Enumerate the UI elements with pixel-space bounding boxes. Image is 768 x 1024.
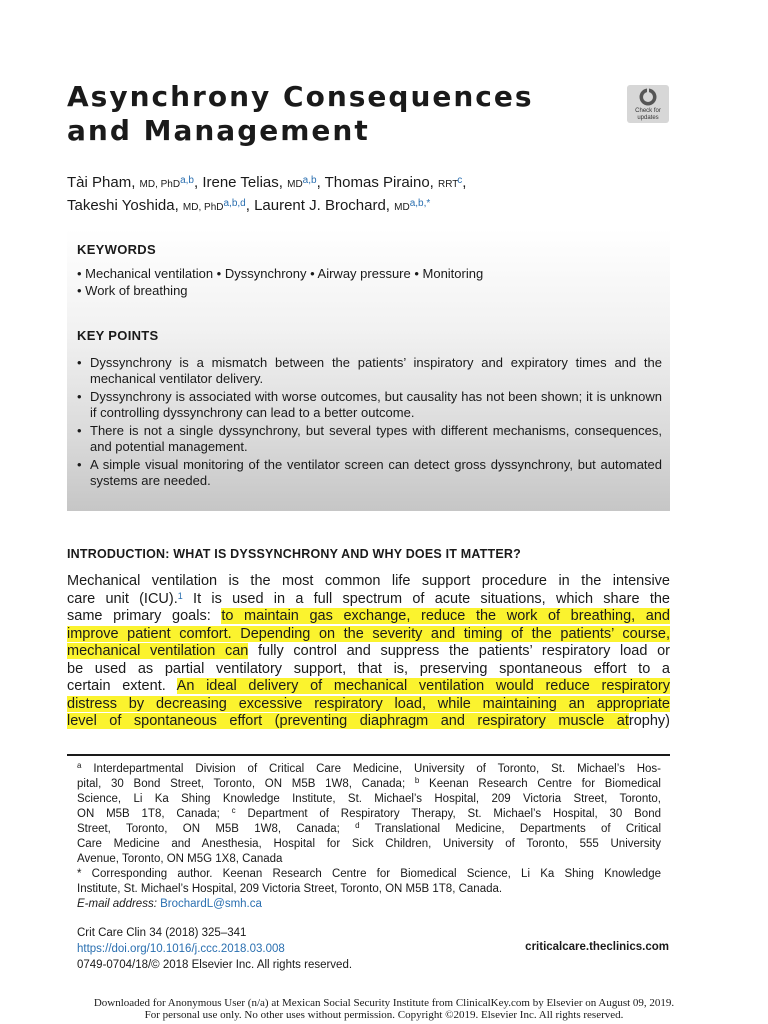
- footnote-text: Interdepartmental Division of Critical Care Medicine, University of Toronto, St. Michael’s Hos-: [81, 763, 661, 775]
- footnote-text: Translational Medicine, Departments of Critical: [359, 823, 661, 835]
- body-line: [67, 573, 670, 591]
- highlighted-text: distress by decreasing excessive respiratory load, while maintaining an appropriate: [67, 695, 670, 712]
- check-for-updates-badge[interactable]: [627, 85, 669, 123]
- author-name: Takeshi Yoshida,: [67, 197, 183, 214]
- body-line: [67, 608, 670, 626]
- key-point-item: • Dyssynchrony is a mismatch between the patients’ inspiratory and expiratory times and the mechanical ventilator delivery.: [77, 355, 662, 386]
- reference-link[interactable]: 1: [177, 590, 183, 601]
- body-text: It is used in a full spectrum of acute situations, which share the: [182, 590, 670, 607]
- affiliation-marker[interactable]: a,b,*: [409, 198, 431, 209]
- highlighted-text: to maintain gas exchange, reduce the work of breathing, and: [221, 608, 670, 624]
- body-line: [67, 643, 670, 661]
- journal-info: [77, 925, 352, 973]
- affiliation-marker: b: [414, 776, 420, 785]
- author-credential: MD, PhD: [139, 179, 181, 190]
- keywords-heading: KEYWORDS: [77, 242, 156, 257]
- footnote-divider: [67, 754, 670, 756]
- key-points-list: [77, 355, 662, 491]
- footnote-line: [77, 837, 661, 852]
- footnote-text: * Corresponding author. Keenan Research Centre for Biomedical Science, Li Ka Shing Knowledge: [77, 868, 661, 880]
- author-name: , Laurent J. Brochard,: [245, 197, 395, 214]
- email-label: E-mail address:: [77, 898, 157, 910]
- article-title: [67, 80, 587, 148]
- author-separator: ,: [462, 174, 467, 191]
- affiliation-marker: c: [231, 806, 236, 815]
- body-text: be used as partial ventilatory support, that is, preserving spontaneous effort to a: [67, 660, 670, 677]
- doi-link[interactable]: https://doi.org/10.1016/j.ccc.2018.03.008: [77, 943, 285, 955]
- affiliation-marker[interactable]: a,b,d: [223, 198, 246, 209]
- article-title-line-1: Asynchrony Consequences: [67, 80, 534, 113]
- author-name: Tài Pham,: [67, 174, 140, 191]
- highlighted-text: improve patient comfort. Depending on the severity and timing of the patients’ course,: [67, 625, 670, 642]
- footnote-text: Avenue, Toronto, ON M5G 1X8, Canada: [77, 853, 283, 865]
- affiliation-marker[interactable]: a,b: [180, 175, 194, 186]
- highlighted-text: mechanical ventilation can: [67, 643, 249, 659]
- author-credential: RRT: [438, 179, 458, 190]
- email-link[interactable]: BrochardL@smh.ca: [160, 898, 262, 910]
- body-text: care unit (ICU).: [67, 590, 178, 607]
- footnote-line: [77, 777, 661, 792]
- author-credential: MD: [287, 179, 303, 190]
- copyright: 0749-0704/18/© 2018 Elsevier Inc. All rights reserved.: [77, 959, 353, 971]
- author-credential: MD, PhD: [182, 202, 224, 213]
- journal-site[interactable]: criticalcare.theclinics.com: [525, 941, 669, 953]
- key-point-item: • Dyssynchrony is associated with worse outcomes, but causality has not been shown; it is unknown if controlling dyssynchrony can lead to a better outcome.: [77, 389, 662, 420]
- footnote-text: Keenan Research Centre for Biomedical: [419, 778, 661, 790]
- download-notice: [0, 997, 768, 1021]
- body-line: [67, 661, 670, 679]
- highlighted-text: An ideal delivery of mechanical ventilation would reduce respiratory: [176, 678, 670, 694]
- section-heading: INTRODUCTION: WHAT IS DYSSYNCHRONY AND WHY DOES IT MATTER?: [67, 547, 521, 561]
- citation: Crit Care Clin 34 (2018) 325–341: [77, 927, 247, 939]
- keywords-line-2: • Work of breathing: [77, 283, 188, 298]
- author-name: , Irene Telias,: [194, 174, 288, 191]
- body-line: [67, 713, 670, 731]
- affiliation-marker[interactable]: a,b: [302, 175, 317, 186]
- body-line: [67, 678, 670, 696]
- footnote-email-line: [77, 897, 661, 912]
- footnote-text: Street, Toronto, ON M5B 1W8, Canada;: [77, 823, 356, 835]
- footnote-line: [77, 852, 661, 867]
- highlighted-text: level of spontaneous effort (preventing diaphragm and respiratory muscle at: [67, 713, 629, 729]
- intro-paragraph: [67, 573, 670, 731]
- body-line: [67, 696, 670, 714]
- body-line: [67, 591, 670, 609]
- key-point-item: • A simple visual monitoring of the ventilator screen can detect gross dyssynchrony, but automated systems are needed.: [77, 457, 662, 488]
- body-text: Mechanical ventilation is the most common life support procedure in the intensive: [67, 573, 670, 589]
- author-list: [67, 172, 677, 218]
- check-for-updates-icon: [637, 87, 659, 107]
- download-notice-line-1: Downloaded for Anonymous User (n/a) at Mexican Social Security Institute from ClinicalKey.com by Elsevier on August 09, 2019.: [93, 997, 675, 1009]
- footnotes: [77, 762, 661, 912]
- affiliation-marker: d: [355, 821, 360, 830]
- footnote-text: Institute, St. Michael’s Hospital, 209 Victoria Street, Toronto, ON M5B 1T8, Canada.: [77, 883, 503, 895]
- download-notice-line-2: For personal use only. No other uses without permission. Copyright ©2019. Elsevier Inc. All rights reserved.: [144, 1009, 624, 1021]
- key-point-item: • There is not a single dyssynchrony, but several types with different mechanisms, consequences, and potential management.: [77, 423, 662, 454]
- footnote-line: [77, 807, 661, 822]
- author-name: , Thomas Piraino,: [316, 174, 439, 191]
- body-text: same primary goals:: [67, 608, 222, 624]
- footnote-text: pital, 30 Bond Street, Toronto, ON M5B 1W8, Canada;: [77, 778, 415, 790]
- footnote-line: [77, 822, 661, 837]
- badge-text-line-2: updates: [637, 115, 659, 121]
- footnote-line: [77, 762, 661, 777]
- footnote-line: [77, 792, 661, 807]
- affiliation-marker[interactable]: c: [457, 175, 463, 186]
- body-text: certain extent.: [67, 678, 177, 694]
- footnote-text: Care Medicine and Anesthesia, Hospital for Sick Children, University of Toronto, 555 University: [77, 838, 661, 850]
- body-text: rophy): [628, 713, 670, 729]
- author-line-1: [67, 172, 677, 195]
- article-title-line-2: and Management: [67, 114, 370, 147]
- keywords-line-1: • Mechanical ventilation • Dyssynchrony • Airway pressure • Monitoring: [77, 266, 484, 281]
- footnote-line: [77, 867, 661, 882]
- author-credential: MD: [394, 202, 410, 213]
- body-text: fully control and suppress the patients’ respiratory load or: [248, 643, 670, 659]
- affiliation-marker: a: [77, 761, 82, 770]
- footnote-text: Science, Li Ka Shing Knowledge Institute, St. Michael’s Hospital, 209 Victoria Street, Toronto,: [77, 793, 661, 805]
- keywords-keypoints-box: [67, 229, 670, 511]
- author-line-2: [67, 195, 677, 218]
- badge-text-line-1: Check for: [635, 108, 661, 114]
- footnote-text: ON M5B 1T8, Canada;: [77, 808, 232, 820]
- body-line: [67, 626, 670, 644]
- footnote-text: Department of Respiratory Therapy, St. Michael’s Hospital, 30 Bond: [235, 808, 661, 820]
- key-points-heading: KEY POINTS: [77, 328, 159, 343]
- footnote-line: [77, 882, 661, 897]
